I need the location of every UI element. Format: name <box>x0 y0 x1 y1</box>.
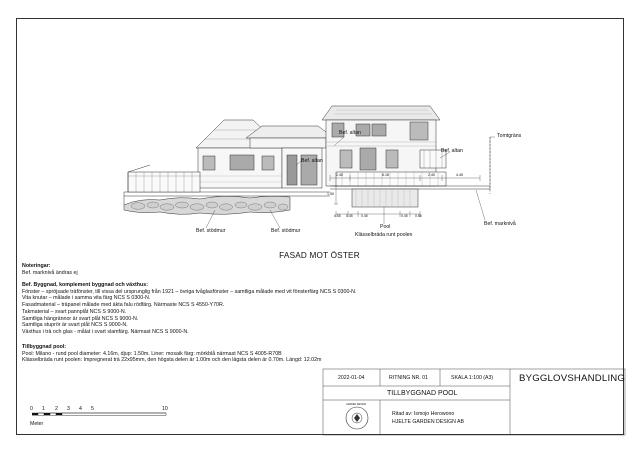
titleblock-company: HJELTE GARDEN DESIGN AB <box>392 419 464 425</box>
scale-tick: 0 <box>30 406 33 412</box>
dim-text: 2.40 <box>428 173 435 177</box>
dim-text: 4.45 <box>456 173 463 177</box>
scale-tick: 5 <box>91 406 94 412</box>
notes-line: Bef. marknivå ändras ej <box>22 269 78 276</box>
label-stodmur-2: Bef. stödmur <box>271 228 301 234</box>
notes-heading: Noteringar: <box>22 263 51 269</box>
company-logo <box>346 407 368 429</box>
dim-text: 0.55 <box>334 214 341 218</box>
building-notes-heading: Bef. Byggnad, komplement byggnad och växthus: <box>22 282 148 288</box>
scale-tick: 3 <box>67 406 70 412</box>
label-altan-3: Bef. altan <box>441 148 463 154</box>
drawing-caption: FASAD MOT ÖSTER <box>279 251 360 260</box>
titleblock-date: 2022-01-04 <box>338 375 365 381</box>
building-notes-block <box>22 282 356 336</box>
scale-tick: 10 <box>162 406 168 412</box>
building-note-line: Samtliga hängrännor är svart plåt NCS S 9000-N. <box>22 315 139 322</box>
scale-tick: 1 <box>42 406 45 412</box>
pool-notes-heading: Tillbyggnad pool: <box>22 344 67 350</box>
titleblock-project: TILLBYGGNAD POOL <box>387 390 458 397</box>
titleblock-scale: SKALA 1:100 (A3) <box>451 375 494 381</box>
titleblock-author: Ritad av: Ismojo Herowono <box>392 411 455 417</box>
titleblock-type: BYGGLOVSHANDLING <box>519 373 626 384</box>
scale-tick: 2 <box>55 406 58 412</box>
building-note-line: Fasadmaterial – träpanel målade med äkta falu rödfärg. Närmaste NCS S 4550-Y70R. <box>22 302 225 309</box>
label-pool: Pool <box>380 224 391 230</box>
building-note-line: Växthus i trä och glas - målat i svart slamfärg. Närmast NCS S 9000-N. <box>22 328 189 335</box>
dim-text: 1.50 <box>327 192 334 196</box>
dim-text: 2.40 <box>336 173 343 177</box>
label-altan-1: Bef. altan <box>339 130 361 136</box>
label-tomtgrans: Tomtgräns <box>497 133 522 139</box>
building-note-line: Takmaterial – svart pannplåt NCS S 9000-N. <box>22 308 127 315</box>
building-note-line: Vita knutar – målade i samma vita färg NCS S 0300-N. <box>22 295 151 302</box>
dim-text: 0.45 <box>346 214 353 218</box>
dim-text: 0.45 <box>401 214 408 218</box>
building-note-line: Fönster – spröjsade träfönster, till vissa del ursprunglig från 1921 – övriga tvåglasfönster – samtliga målade med vit fönsterfärg NCS S 0300-N. <box>22 288 357 295</box>
logo-text: GARDEN DESIGN <box>346 403 367 406</box>
scale-bar <box>32 413 166 415</box>
label-marknivan: Bef. marknivå <box>484 221 516 227</box>
scale-unit: Meter <box>30 421 44 427</box>
label-klasel: Klässelbräda runt poolen <box>355 232 413 238</box>
building-note-line: Samtliga stuprör är svart plåt NCS S 9000-N. <box>22 322 128 329</box>
pool-note-line: Klässelbräda runt poolen: Impregnerat trä 22x95mm, den högsta delen är 1.00m och den lägsta delen är 0.70m. Längd: 12.02m <box>22 357 322 364</box>
label-stodmur-1: Bef. stödmur <box>196 228 226 234</box>
dim-text: 0.55 <box>415 214 422 218</box>
notes-block <box>22 263 78 276</box>
dim-text: 6.18 <box>382 173 389 177</box>
pool-note-line: Pool: Milano - rund pool diameter: 4.16m, djup: 1.50m. Liner: mosaik färg: mörkblå närmast NCS S 4005-R70B <box>22 350 282 357</box>
titleblock-drawing-number: RITNING NR. 01 <box>389 375 428 381</box>
label-altan-2: Bef. altan <box>301 158 323 164</box>
dim-text: 0.45 <box>361 214 368 218</box>
scale-tick: 4 <box>79 406 82 412</box>
pool-notes-block <box>22 344 321 364</box>
